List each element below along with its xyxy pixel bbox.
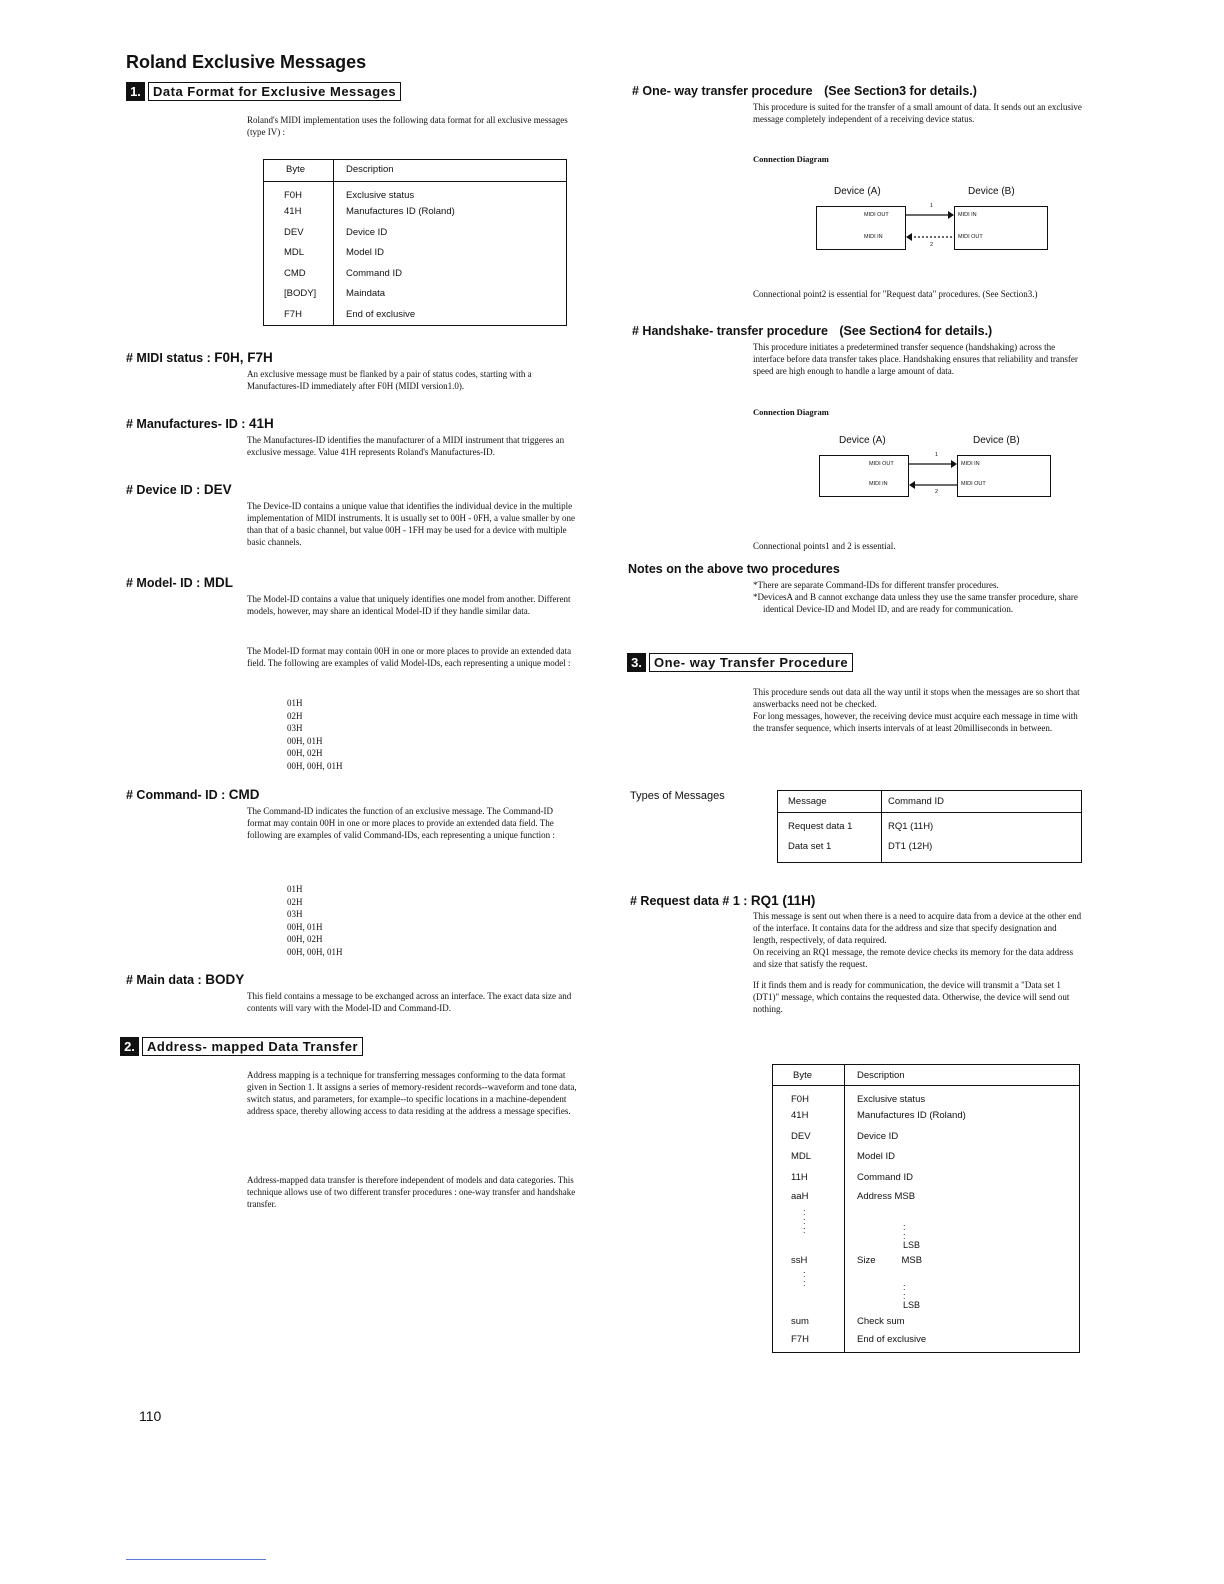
rq1-format-table [772, 1064, 1080, 1353]
request-data-heading [630, 893, 815, 908]
midi-in-b: MIDI IN [958, 212, 977, 218]
command-cell: RQ1 (11H) [888, 821, 934, 832]
table-row [264, 182, 567, 203]
byte-cell: F0H [264, 182, 334, 203]
note-item: *DevicesA and B cannot exchange data unless they use the same transfer procedure, share identical Device-ID and Model ID, and are ready for communication. [753, 592, 1078, 614]
one-way-diagram-label: Connection Diagram [753, 154, 829, 164]
device-id-heading [126, 482, 232, 497]
device-id-text: The Device-ID contains a unique value that identifies the individual device in the multiple implementation of MIDI instruments. It is usually set to 00H - 0FH, a value smaller by one than that of a basic channel, but value 00H - 1FH may be used for a device with multiple basic channels. [247, 501, 575, 547]
main-data-text: This field contains a message to be exchanged across an interface. The exact data size and contents will vary with the Model-ID and Command-ID. [247, 991, 572, 1013]
model-id-text-1: The Model-ID contains a value that uniquely identifies one model from another. Different models, however, may share an identical Model-ID if they handle similar data. [247, 594, 571, 616]
table-row [264, 264, 567, 285]
description-cell [845, 1188, 1080, 1208]
one-way-note: Connectional point2 is essential for "Request data" procedures. (See Section3.) [753, 289, 1038, 299]
table-row [264, 284, 567, 305]
table-row [773, 1086, 1080, 1107]
table-row [773, 1310, 1080, 1330]
section-3-number: 3. [627, 653, 646, 672]
section-2-title: Address- mapped Data Transfer [142, 1037, 363, 1056]
midi-status-label: # MIDI status : [126, 351, 211, 365]
section-2-number: 2. [120, 1037, 139, 1056]
model-id-example: 02H [287, 710, 303, 721]
request-text-2: On receiving an RQ1 message, the remote device checks its memory for the data address and size that satisfy the request. [753, 947, 1074, 969]
manufactures-id-value: 41H [248, 416, 274, 431]
section-3-text-1: This procedure sends out data all the way until it stops when the messages are so short that answerbacks need not be checked. [753, 687, 1080, 709]
byte-cell: 41H [773, 1106, 845, 1127]
device-b-label: Device (B) [968, 186, 1015, 197]
description-cell: Maindata [346, 288, 386, 299]
request-data-value: RQ1 (11H) [750, 893, 816, 908]
description-cell: End of exclusive [857, 1334, 927, 1345]
request-data-label: # Request data # 1 : [630, 894, 748, 908]
command-cell: DT1 (12H) [888, 840, 933, 852]
table-row [773, 1106, 1080, 1127]
main-data-label: # Main data : [126, 973, 202, 987]
msb-label: MSB [901, 1255, 923, 1266]
types-of-messages-label: Types of Messages [630, 790, 725, 802]
table-row [773, 1208, 1080, 1250]
device-a-label: Device (A) [834, 186, 881, 197]
ellipsis-cell: : : : [773, 1208, 845, 1250]
table-header-message: Message [778, 791, 882, 813]
one-way-see: (See Section3 for details.) [824, 84, 977, 98]
table-row [773, 1270, 1080, 1310]
midi-out-b: MIDI OUT [958, 234, 983, 240]
one-way-heading [632, 84, 977, 98]
model-id-text-2: The Model-ID format may contain 00H in one or more places to provide an extended data field. The following are examples of valid Model-IDs, each representing a unique model : [247, 646, 572, 668]
section-1-number: 1. [126, 82, 145, 101]
byte-cell: MDL [264, 243, 334, 264]
command-id-example: 03H [287, 909, 303, 920]
description-cell: Model ID [857, 1151, 896, 1162]
midi-out-a: MIDI OUT [864, 212, 889, 218]
model-id-example: 03H [287, 723, 303, 734]
byte-cell: aaH [773, 1188, 845, 1208]
address-label: Address [857, 1191, 892, 1202]
byte-cell: F7H [264, 305, 334, 326]
device-b-label: Device (B) [973, 435, 1020, 446]
handshake-see: (See Section4 for details.) [839, 324, 993, 338]
description-cell: Manufactures ID (Roland) [857, 1110, 966, 1121]
message-types-table [777, 790, 1082, 863]
model-id-example: 01H [287, 698, 303, 708]
section-3-heading [627, 653, 853, 672]
table-row [264, 305, 567, 326]
description-cell: Device ID [857, 1130, 899, 1142]
midi-in-a: MIDI IN [869, 481, 888, 487]
point-1-marker: 1 [935, 452, 939, 458]
connection-lines [906, 206, 954, 250]
table-header-byte: Byte [773, 1065, 845, 1086]
handshake-note: Connectional points1 and 2 is essential. [753, 541, 896, 551]
midi-in-b: MIDI IN [961, 461, 980, 467]
midi-status-value: F0H, F7H [214, 350, 273, 365]
byte-cell: ssH [773, 1250, 845, 1270]
ellipsis-cell: : : [773, 1270, 845, 1310]
table-row [773, 1188, 1080, 1208]
request-text-1: This message is sent out when there is a need to acquire data from a device at the other end of the interface. It contains data for the address and size that specify designation and length, respectively, of data required. [753, 911, 1082, 945]
request-data-text [753, 910, 1083, 1015]
description-cell: Exclusive status [857, 1094, 926, 1105]
description-cell: : : LSB [903, 1222, 921, 1250]
command-id-example: 00H, 02H [287, 934, 323, 945]
description-cell: Exclusive status [346, 190, 415, 201]
table-row [264, 202, 567, 223]
one-way-label: # One- way transfer procedure [632, 84, 813, 98]
msb-label: MSB [894, 1191, 916, 1202]
table-row [778, 837, 1082, 863]
description-cell: Command ID [857, 1171, 913, 1183]
exclusive-format-table [263, 159, 567, 326]
command-id-example: 00H, 00H, 01H [287, 946, 343, 957]
description-cell: : : LSB [903, 1282, 921, 1310]
byte-cell: 41H [264, 202, 334, 223]
table-row [264, 243, 567, 264]
section-2-text-1: Address mapping is a technique for transferring messages conforming to the data format given in Section 1. It assigns a series of memory-resident records--waveform and tone data, switch status, and parameters, for example--to specific locations in a machine-dependent address space, thereby allowing access to data residing at the address a message specifies. [247, 1070, 577, 1116]
command-id-label: # Command- ID : [126, 788, 226, 802]
table-row [778, 813, 1082, 837]
notes-list [753, 579, 1083, 615]
point-1-marker: 1 [930, 203, 934, 209]
manufactures-id-heading [126, 416, 274, 431]
byte-cell: CMD [264, 264, 334, 285]
description-cell: Command ID [346, 267, 402, 279]
lsb-label: LSB [903, 1240, 921, 1250]
byte-cell: sum [773, 1310, 845, 1330]
one-way-text: This procedure is suited for the transfer of a small amount of data. It sends out an exclusive message completely independent of a receiving device status. [753, 102, 1082, 124]
one-way-connection-diagram [816, 186, 1048, 252]
byte-cell: 11H [773, 1168, 845, 1189]
command-id-examples [287, 883, 343, 959]
description-cell: Model ID [346, 247, 385, 258]
message-cell: Request data 1 [778, 813, 882, 837]
midi-status-heading [126, 350, 273, 365]
request-text-3: If it finds them and is ready for communication, the device will transmit a "Data set 1 (DT1)" message, which contains the requested data. Otherwise, the device will send out nothing. [753, 980, 1070, 1014]
section-1-intro: Roland's MIDI implementation uses the following data format for all exclusive messages (type IV) : [247, 115, 568, 137]
handshake-text: This procedure initiates a predetermined transfer sequence (handshaking) across the interface before data transfer takes place. Handshaking ensures that reliability and transfer speed are high enough to handle a large amount of data. [753, 342, 1078, 376]
handshake-diagram-label: Connection Diagram [753, 407, 829, 417]
table-header-byte: Byte [264, 160, 334, 182]
lsb-label: LSB [903, 1300, 921, 1310]
byte-cell: MDL [773, 1147, 845, 1168]
connection-lines [909, 455, 957, 497]
byte-cell: [BODY] [264, 284, 334, 305]
section-3-text-2: For long messages, however, the receiving device must acquire each message in time with the transfer sequence, which inserts intervals of at least 20milliseconds in between. [753, 711, 1078, 733]
section-3-title: One- way Transfer Procedure [649, 653, 853, 672]
byte-cell: F0H [773, 1086, 845, 1107]
section-3-text [753, 686, 1083, 734]
command-id-heading [126, 787, 260, 802]
section-1-heading [126, 82, 401, 101]
table-row [773, 1330, 1080, 1352]
device-a-box [816, 206, 906, 250]
description-cell: Device ID [346, 226, 388, 238]
table-row [773, 1147, 1080, 1168]
section-1-title: Data Format for Exclusive Messages [148, 82, 401, 101]
description-cell [845, 1250, 1080, 1270]
command-id-example: 02H [287, 896, 303, 907]
note-item: *There are separate Command-IDs for different transfer procedures. [753, 580, 999, 590]
section-2-text-2: Address-mapped data transfer is therefore independent of models and data categories. This technique allows use of two different transfer procedures : one-way transfer and handshake transfer. [247, 1175, 576, 1209]
point-2-marker: 2 [930, 242, 934, 248]
main-data-value: BODY [205, 972, 245, 987]
size-label: Size [857, 1255, 876, 1266]
table-row [773, 1250, 1080, 1270]
midi-status-text: An exclusive message must be flanked by a pair of status codes, starting with a Manufactures-ID immediately after F0H (MIDI version1.0). [247, 369, 532, 391]
model-id-examples [287, 697, 343, 773]
device-a-box [819, 455, 909, 497]
command-id-value: CMD [228, 787, 260, 802]
manufactures-id-label: # Manufactures- ID : [126, 417, 246, 431]
table-row [773, 1127, 1080, 1148]
table-row [264, 223, 567, 244]
device-id-value: DEV [203, 482, 232, 497]
description-cell: End of exclusive [346, 308, 416, 320]
device-a-label: Device (A) [839, 435, 886, 446]
command-id-text: The Command-ID indicates the function of an exclusive message. The Command-ID format may contain 00H in one or more places to provide an extended data field. The following are examples of valid Command-IDs, each representing a unique function : [247, 806, 555, 840]
model-id-example: 00H, 02H [287, 748, 323, 759]
midi-out-a: MIDI OUT [869, 461, 894, 467]
point-2-marker: 2 [935, 489, 939, 495]
page-title: Roland Exclusive Messages [126, 52, 367, 72]
description-cell: Manufactures ID (Roland) [346, 206, 455, 217]
model-id-example: 00H, 01H [287, 735, 323, 746]
model-id-value: MDL [203, 575, 234, 590]
model-id-label: # Model- ID : [126, 576, 201, 590]
midi-out-b: MIDI OUT [961, 481, 986, 487]
handshake-label: # Handshake- transfer procedure [632, 324, 828, 338]
table-row [773, 1168, 1080, 1189]
table-header-description: Description [857, 1070, 905, 1081]
table-header-description: Description [346, 164, 394, 175]
description-cell: Check sum [857, 1316, 905, 1327]
section-2-heading [120, 1037, 363, 1056]
handshake-connection-diagram [819, 435, 1051, 499]
page-number: 110 [139, 1408, 162, 1424]
byte-cell: DEV [773, 1127, 845, 1148]
byte-cell: DEV [264, 223, 334, 244]
footer-rule [126, 1559, 266, 1560]
table-header-command-id: Command ID [888, 796, 944, 807]
device-id-label: # Device ID : [126, 483, 201, 497]
byte-cell: F7H [773, 1330, 845, 1352]
main-data-heading [126, 972, 244, 987]
model-id-example: 00H, 00H, 01H [287, 760, 343, 771]
command-id-example: 01H [287, 884, 303, 894]
message-cell: Data set 1 [778, 837, 882, 863]
model-id-heading [126, 575, 233, 590]
notes-heading: Notes on the above two procedures [628, 562, 840, 576]
manufactures-id-text: The Manufactures-ID identifies the manufacturer of a MIDI instrument that triggeres an exclusive message. Value 41H represents Roland's Manufactures-ID. [247, 435, 565, 457]
command-id-example: 00H, 01H [287, 921, 323, 932]
handshake-heading [632, 324, 992, 338]
midi-in-a: MIDI IN [864, 234, 883, 240]
